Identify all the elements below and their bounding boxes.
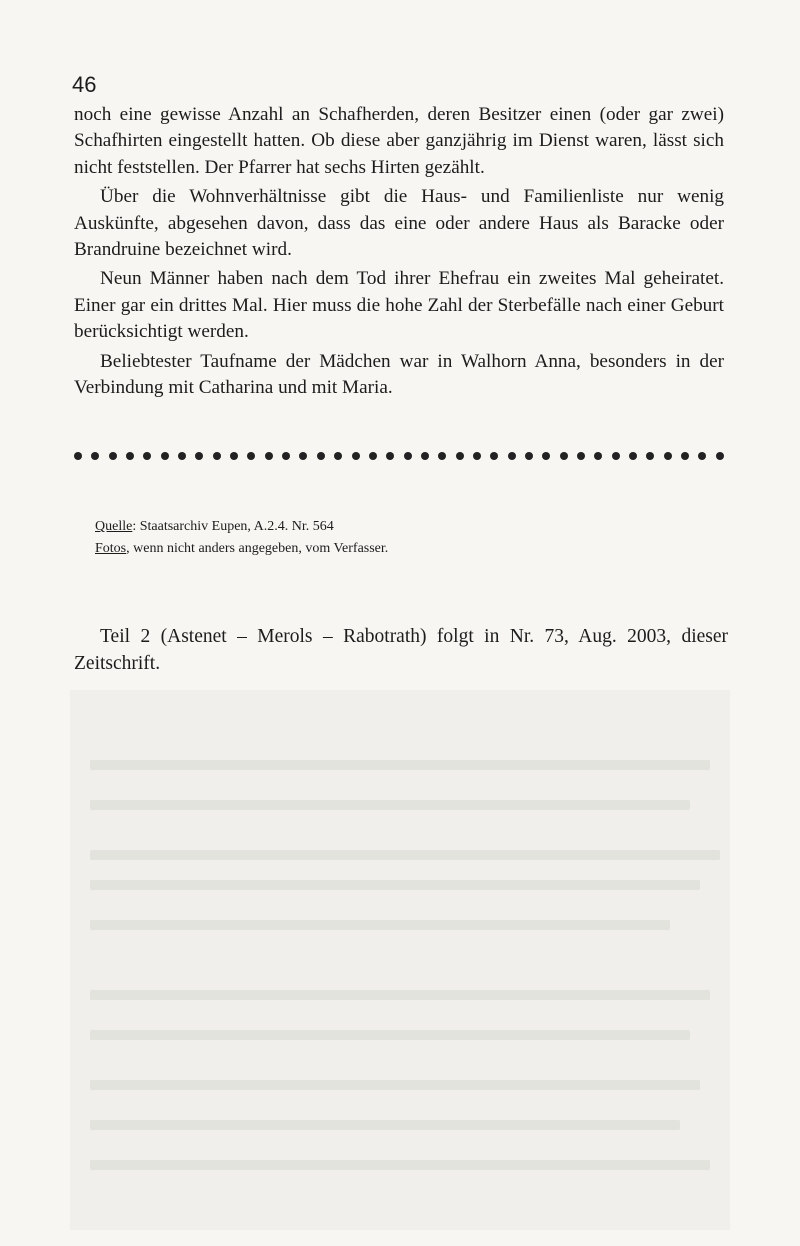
separator-dot	[352, 452, 360, 460]
separator-dot	[716, 452, 724, 460]
separator-dot	[334, 452, 342, 460]
separator-dot	[230, 452, 238, 460]
separator-dot	[299, 452, 307, 460]
body-text	[74, 102, 724, 404]
separator-dot	[74, 452, 82, 460]
separator-dot	[438, 452, 446, 460]
separator-dot	[109, 452, 117, 460]
separator-dot	[456, 452, 464, 460]
separator-dot	[282, 452, 290, 460]
separator-dot	[386, 452, 394, 460]
separator-dot	[143, 452, 151, 460]
source-line-fotos	[95, 538, 715, 560]
separator-dot	[612, 452, 620, 460]
separator-dot	[473, 452, 481, 460]
separator-dot	[664, 452, 672, 460]
separator-dot	[629, 452, 637, 460]
source-line-quelle	[95, 516, 715, 538]
paragraph-schafherden: noch eine gewisse Anzahl an Schafherden, deren Besitzer einen (oder gar zwei) Schafhirten eingestellt hatten. Ob diese aber ganzjährig im Dienst waren, lässt sich nicht feststellen. Der Pfarrer hat sechs Hirten gezählt.	[74, 104, 724, 178]
separator-dot	[681, 452, 689, 460]
separator-dot	[195, 452, 203, 460]
separator-dot	[542, 452, 550, 460]
separator-dot	[404, 452, 412, 460]
separator-dot	[178, 452, 186, 460]
quelle-text: : Staatsarchiv Eupen, A.2.4. Nr. 564	[132, 519, 334, 534]
separator-dot	[508, 452, 516, 460]
separator-dot	[161, 452, 169, 460]
separator-dot	[213, 452, 221, 460]
separator-dot	[421, 452, 429, 460]
fotos-label: Fotos	[95, 541, 127, 556]
paragraph-heirat: Neun Männer haben nach dem Tod ihrer Ehefrau ein zweites Mal geheiratet. Einer gar ein drittes Mal. Hier muss die hohe Zahl der Sterbefälle nach einer Geburt berücksichtigt werden.	[74, 268, 724, 343]
separator-dot	[698, 452, 706, 460]
separator-dot	[126, 452, 134, 460]
separator-dot	[369, 452, 377, 460]
separator-dot	[646, 452, 654, 460]
fotos-text: , wenn nicht anders angegeben, vom Verfasser.	[126, 541, 389, 556]
separator-dot	[490, 452, 498, 460]
continuation-note: Teil 2 (Astenet – Merols – Rabotrath) folgt in Nr. 73, Aug. 2003, dieser Zeitschrift.	[74, 626, 728, 674]
separator-dot	[560, 452, 568, 460]
sources-block	[95, 516, 715, 560]
paragraph-wohnverhaeltnisse: Über die Wohnverhältnisse gibt die Haus- und Familienliste nur wenig Auskünfte, abgesehen davon, dass das eine oder andere Haus als Baracke oder Brandruine bezeichnet wird.	[74, 186, 724, 261]
paragraph-taufname: Beliebtester Taufname der Mädchen war in Walhorn Anna, besonders in der Verbindung mit Catharina und mit Maria.	[74, 350, 724, 399]
page-number: 46	[72, 72, 97, 97]
separator-dot	[265, 452, 273, 460]
separator-dot	[525, 452, 533, 460]
separator-dot	[91, 452, 99, 460]
separator-dot	[247, 452, 255, 460]
separator-dot	[577, 452, 585, 460]
quelle-label: Quelle	[95, 519, 133, 534]
dotted-separator	[74, 452, 724, 460]
separator-dot	[317, 452, 325, 460]
separator-dot	[594, 452, 602, 460]
